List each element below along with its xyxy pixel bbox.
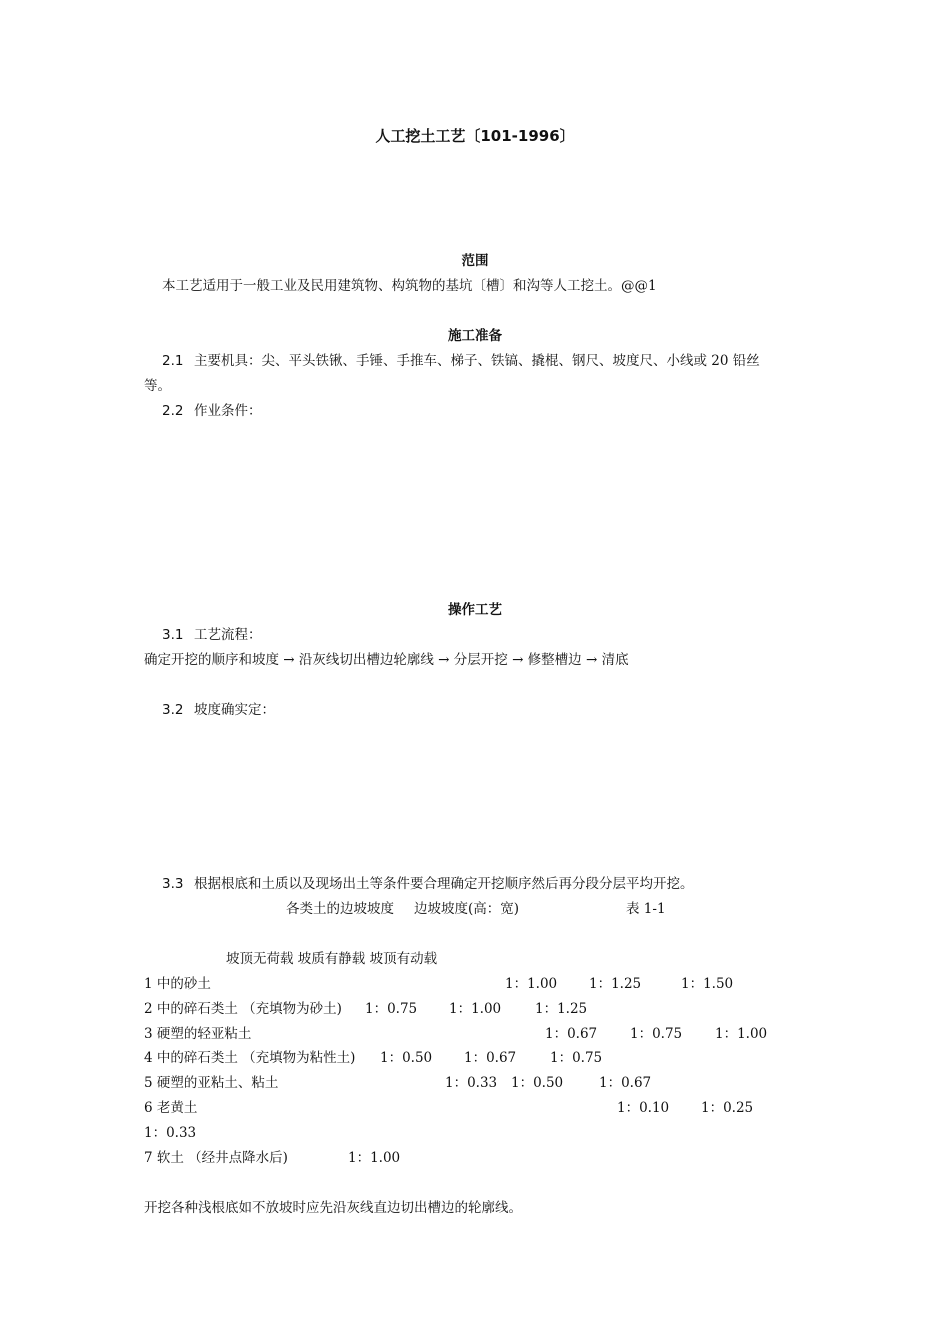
table-row-label: 2 中的碎石类土 （充填物为砂土)	[144, 1001, 342, 1017]
table-row-label: 5 硬塑的亚粘土、粘土	[144, 1075, 279, 1091]
document-title: 人工挖土工艺〔101-1996〕	[375, 127, 575, 145]
item-number: 2.2	[162, 403, 184, 419]
item-text: 作业条件：	[194, 403, 262, 419]
section-heading-scope: 范围	[461, 253, 489, 269]
table-row-label: 3 硬塑的轻亚粘土	[144, 1026, 252, 1042]
table-row-label: 7 软土 （经井点降水后)	[144, 1150, 288, 1166]
table-caption: 各类土的边坡坡度	[286, 901, 394, 917]
section-heading-prep: 施工准备	[448, 328, 502, 344]
closing-paragraph: 开挖各种浅根底如不放坡时应先沿灰线直边切出槽边的轮廓线。	[144, 1200, 522, 1216]
table-cell: 1：0.50	[380, 1050, 433, 1066]
table-cell: 1：0.10	[617, 1100, 670, 1116]
table-cell: 1：0.67	[545, 1026, 598, 1042]
table-cell: 1：1.50	[681, 976, 734, 992]
table-header: 坡顶无荷载 坡质有静载 坡顶有动载	[226, 951, 438, 967]
table-cell: 1：1.00	[449, 1001, 502, 1017]
table-cell: 1：0.75	[550, 1050, 603, 1066]
process-flow: 确定开挖的顺序和坡度 → 沿灰线切出槽边轮廓线 → 分层开挖 → 修整槽边 → 清底	[144, 652, 629, 668]
table-cell: 1：0.25	[701, 1100, 754, 1116]
scope-text: 本工艺适用于一般工业及民用建筑物、构筑物的基坑〔槽〕和沟等人工挖土。@@1	[162, 278, 657, 294]
item-number: 3.1	[162, 627, 184, 643]
item-number: 2.1	[162, 353, 184, 369]
table-cell: 1：0.33	[445, 1075, 498, 1091]
table-cell: 1：0.67	[599, 1075, 652, 1091]
table-cell: 1：1.00	[715, 1026, 768, 1042]
table-row-label: 1 中的砂土	[144, 976, 211, 992]
item-text: 根据根底和土质以及现场出土等条件要合理确定开挖顺序然后再分段分层平均开挖。	[194, 876, 694, 892]
item-number: 3.3	[162, 876, 184, 892]
item-number: 3.2	[162, 702, 184, 718]
table-cell: 1：0.75	[365, 1001, 418, 1017]
table-cell: 1：0.33	[144, 1125, 197, 1141]
table-cell: 1：0.67	[464, 1050, 517, 1066]
table-row-label: 4 中的碎石类土 （充填物为粘性土)	[144, 1050, 356, 1066]
item-text: 主要机具：尖、平头铁锹、手锤、手推车、梯子、铁镐、撬棍、钢尺、坡度尺、小线或 20 铅丝	[194, 353, 760, 369]
table-cell: 1：0.50	[511, 1075, 564, 1091]
table-row-label: 6 老黄土	[144, 1100, 198, 1116]
item-text: 工艺流程：	[194, 627, 262, 643]
table-cell: 1：1.25	[589, 976, 642, 992]
table-caption-unit: 边坡坡度(高：宽)	[414, 901, 520, 917]
item-text: 坡度确实定：	[194, 702, 275, 718]
table-number: 表 1-1	[626, 901, 666, 917]
item-text-continued: 等。	[144, 378, 171, 394]
table-cell: 1：0.75	[630, 1026, 683, 1042]
section-heading-ops: 操作工艺	[448, 602, 502, 618]
table-cell: 1：1.00	[348, 1150, 401, 1166]
table-cell: 1：1.00	[505, 976, 558, 992]
table-cell: 1：1.25	[535, 1001, 588, 1017]
